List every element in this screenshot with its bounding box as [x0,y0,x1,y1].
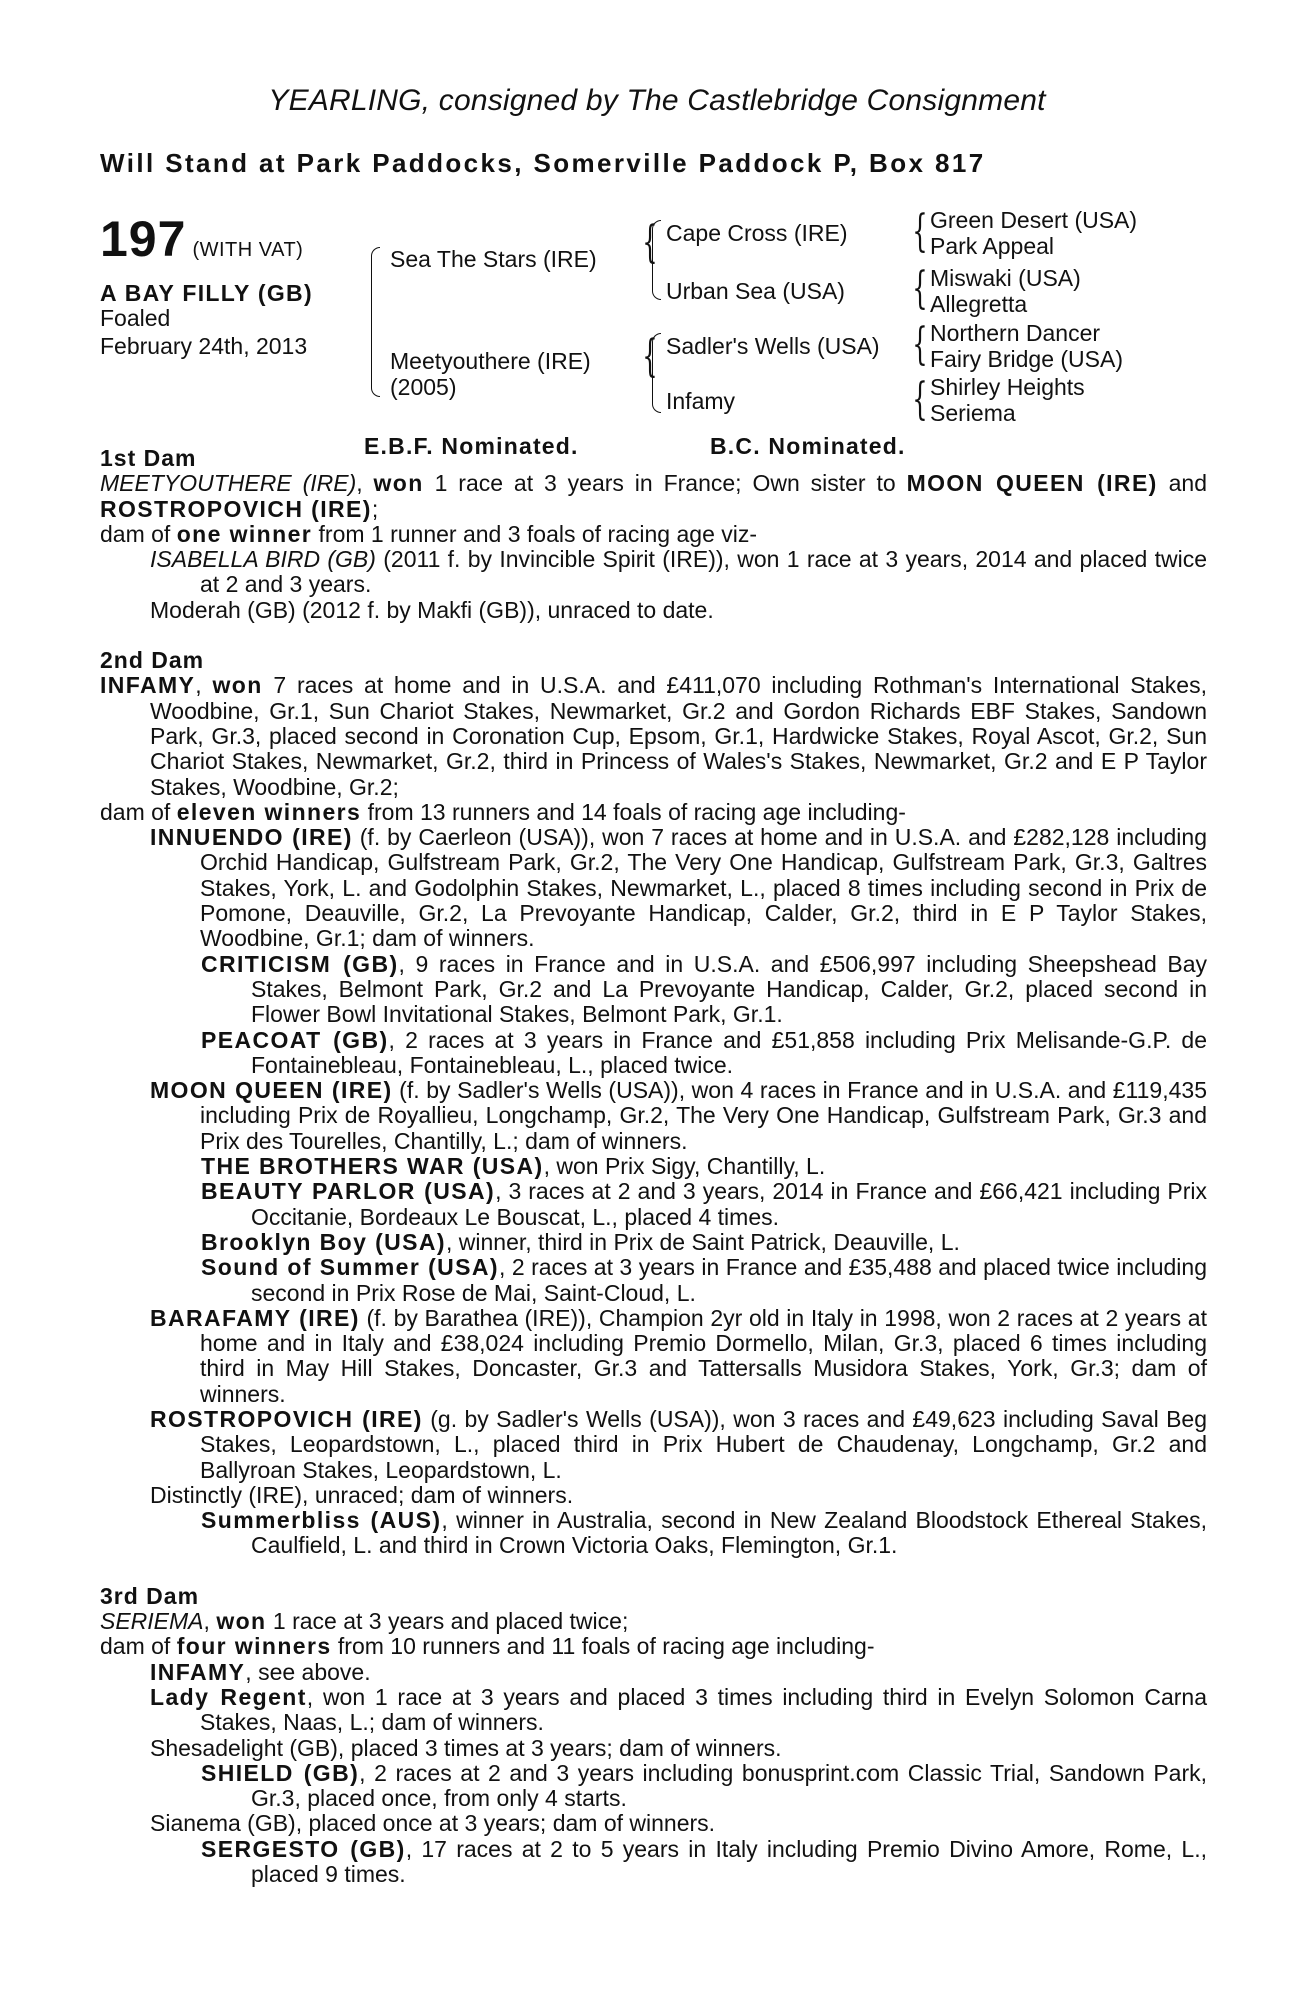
first-dam-record: MEETYOUTHERE (IRE), won 1 race at 3 years in France; Own sister to MOON QUEEN (IRE) and ROSTROPOVICH (IRE); [100,470,1208,522]
brace-icon: { [912,374,928,425]
consignor-line: YEARLING, consigned by The Castlebridge Consignment [268,84,1046,117]
foaled-label: Foaled [100,305,171,331]
pedigree-sire-sire: Cape Cross (IRE) [666,220,848,246]
pedigree-g3-1: Green Desert (USA) [930,207,1138,233]
stabling-line: Will Stand at Park Paddocks, Somerville Paddock P, Box 817 [100,148,986,178]
pedigree-dam-year: (2005) [390,374,457,400]
brace-icon: { [642,331,658,382]
brace-icon: { [912,319,928,370]
pedigree-dam-sire: Sadler's Wells (USA) [666,333,880,359]
brace-icon: { [912,206,928,257]
pedigree-g3-7: Shirley Heights [930,374,1085,400]
pedigree-g3-6: Fairy Bridge (USA) [930,346,1123,372]
third-dam-record: SERIEMA, won 1 race at 3 years and placed twice; [100,1608,629,1635]
pedigree-dam-dam: Infamy [666,388,736,414]
first-dam-produce-summary: dam of one winner from 1 runner and 3 foals of racing age viz- [100,520,758,547]
lot-number: 197 [100,211,187,267]
pedigree-bracket-dam-parents [652,333,661,413]
lot-heading [100,210,303,268]
produce-criticism: CRITICISM (GB), 9 races in France and in U.S.A. and £506,997 including Sheepshead Bay Stakes, Belmont Park, Gr.2 and La Prevoyante Handicap, Calder, Gr.2, placed second in Flower Bowl Invitational Stakes, Belmont Park, Gr.1. [201,950,1207,1028]
produce-barafamy: BARAFAMY (IRE) (f. by Barathea (IRE)), Champion 2yr old in Italy in 1998, won 2 races at 2 years at home and in Italy and £38,024 including Premio Dormello, Milan, Gr.3, placed 6 times including third in May Hill Stakes, Doncaster, Gr.3 and Tattersalls Musidora Stakes, York, Gr.3; dam of winners. [150,1304,1207,1407]
produce-sianema: Sianema (GB), placed once at 3 years; dam of winners. [150,1810,716,1837]
produce-shesadelight: Shesadelight (GB), placed 3 times at 3 years; dam of winners. [150,1734,782,1761]
produce-sound-of-summer: Sound of Summer (USA), 2 races at 3 years in France and £35,488 and placed twice including second in Prix Rose de Mai, Saint-Cloud, L. [201,1254,1207,1306]
produce-beauty-parlor: BEAUTY PARLOR (USA), 3 races at 2 and 3 years, 2014 in France and £66,421 including Prix Occitanie, Bordeaux Le Bouscat, L., placed 4 times. [201,1178,1208,1230]
first-dam-heading: 1st Dam [100,445,197,471]
pedigree-dam: Meetyouthere (IRE) [390,348,591,374]
produce-distinctly: Distinctly (IRE), unraced; dam of winners. [150,1481,574,1508]
produce-isabella-bird: ISABELLA BIRD (GB) (2011 f. by Invincible Spirit (IRE)), won 1 race at 3 years, 2014 and placed twice at 2 and 3 years. [150,546,1208,598]
pedigree-g3-3: Miswaki (USA) [930,265,1081,291]
second-dam-record: INFAMY, won 7 races at home and in U.S.A. and £411,070 including Rothman's International Stakes, Woodbine, Gr.1, Sun Chariot Stakes, Newmarket, Gr.2 and Gordon Richards EBF Stakes, Sandown Park, Gr.3, placed second in Coronation Cup, Epsom, Gr.1, Hardwicke Stakes, Royal Ascot, Gr.2, Sun Chariot Stakes, Newmarket, Gr.2, third in Princess of Wales's Stakes, Newmarket, Gr.2 and E P Taylor Stakes, Woodbine, Gr.2; [100,672,1207,800]
brace-icon: { [642,217,658,268]
produce-moon-queen: MOON QUEEN (IRE) (f. by Sadler's Wells (USA)), won 4 races in France and in U.S.A. and £119,435 including Prix de Royallieu, Longchamp, Gr.2, The Very One Handicap, Gulfstream Park, Gr.3 and Prix des Tourelles, Chantilly, L.; dam of winners. [150,1077,1207,1154]
third-dam-produce-summary: dam of four winners from 10 runners and 11 foals of racing age including- [100,1633,875,1660]
produce-rostropovich: ROSTROPOVICH (IRE) (g. by Sadler's Wells (USA)), won 3 races and £49,623 including Saval Beg Stakes, Leopardstown, L., placed third in Prix Hubert de Chaudenay, Longchamp, Gr.2 and Ballyroan Stakes, Leopardstown, L. [150,1405,1208,1483]
pedigree-sire: Sea The Stars (IRE) [390,246,597,272]
produce-the-brothers-war: THE BROTHERS WAR (USA), won Prix Sigy, Chantilly, L. [201,1153,826,1180]
pedigree-g3-2: Park Appeal [930,233,1055,259]
second-dam-produce-summary: dam of eleven winners from 13 runners and 14 foals of racing age including- [100,798,906,825]
produce-sergesto: SERGESTO (GB), 17 races at 2 to 5 years in Italy including Premio Divino Amore, Rome, L., placed 9 times. [201,1835,1207,1888]
catalogue-body [100,446,1207,1887]
produce-lady-regent: Lady Regent, won 1 race at 3 years and placed 3 times including third in Evelyn Solomon Carna Stakes, Naas, L.; dam of winners. [150,1683,1207,1736]
produce-summerbliss: Summerbliss (AUS), winner in Australia, second in New Zealand Bloodstock Ethereal Stakes, Caulfield, L. and third in Crown Victoria Oaks, Flemington, Gr.1. [201,1507,1208,1559]
third-dam-heading: 3rd Dam [100,1582,200,1609]
pedigree-g3-5: Northern Dancer [930,320,1101,346]
lot-title: A BAY FILLY (GB) [100,280,313,306]
second-dam-heading: 2nd Dam [100,647,205,674]
brace-icon: { [912,263,928,314]
pedigree-g3-8: Seriema [930,400,1016,426]
produce-peacoat: PEACOAT (GB), 2 races at 3 years in France and £51,858 including Prix Melisande-G.P. de Fontainebleau, Fontainebleau, L., placed twice. [201,1026,1207,1078]
produce-innuendo: INNUENDO (IRE) (f. by Caerleon (USA)), won 7 races at home and in U.S.A. and £282,128 including Orchid Handicap, Gulfstream Park, Gr.2, The Very One Handicap, Gulfstream Park, Gr.3, Galtres Stakes, York, L. and Godolphin Stakes, Newmarket, L., placed 8 times including second in Prix de Pomone, Deauville, Gr.2, La Prevoyante Handicap, Calder, Gr.2, third in E P Taylor Stakes, Woodbine, Gr.1; dam of winners. [150,824,1207,952]
produce-brooklyn-boy: Brooklyn Boy (USA), winner, third in Prix de Saint Patrick, Deauville, L. [201,1228,960,1255]
bc-nominated: B.C. Nominated. [710,433,906,459]
pedigree-bracket-sire-parents [652,220,661,300]
produce-shield: SHIELD (GB), 2 races at 2 and 3 years including bonusprint.com Classic Trial, Sandown Park, Gr.3, placed once, from only 4 starts. [201,1759,1207,1812]
produce-infamy: INFAMY, see above. [150,1658,371,1685]
pedigree-sire-dam: Urban Sea (USA) [666,278,845,304]
foaled-info [100,304,307,360]
pedigree-g3-4: Allegretta [930,291,1028,317]
foaled-date: February 24th, 2013 [100,333,308,359]
ebf-nominated: E.B.F. Nominated. [364,433,579,459]
produce-moderah: Moderah (GB) (2012 f. by Makfi (GB)), unraced to date. [150,596,714,623]
pedigree-bracket-sire-dam [371,247,380,397]
vat-note: (WITH VAT) [192,239,304,261]
